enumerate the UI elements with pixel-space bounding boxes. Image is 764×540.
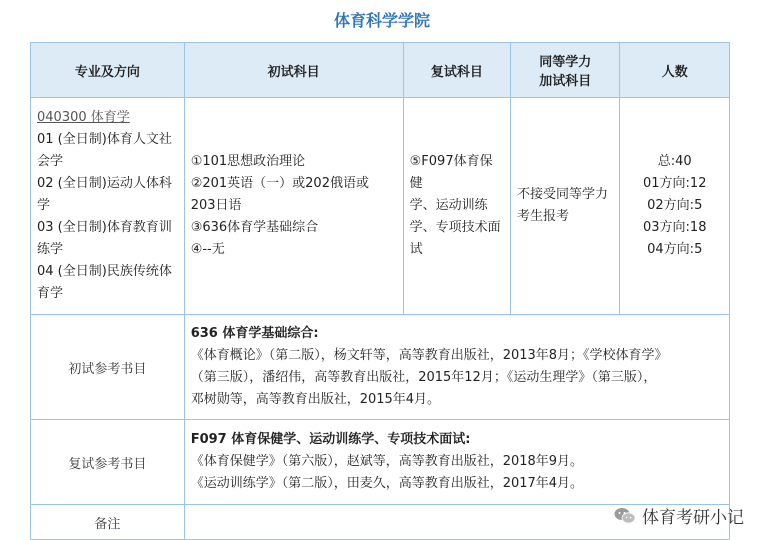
major-line: 学 [37, 198, 51, 213]
retest-books-label: 复试参考书目 [31, 420, 185, 505]
first-exam-line: ③636体育学基础综合 [190, 220, 319, 235]
first-exam-line: ②201英语（一）或202俄语或 [190, 176, 369, 191]
major-line: 02 (全日制)运动人体科 [37, 176, 172, 191]
retest-books-line: 《体育保健学》（第六版），赵斌等，高等教育出版社，2018年9月。 [190, 454, 584, 469]
retest-line: ⑤F097体育保健 [409, 154, 493, 191]
retest-cell [403, 98, 510, 315]
first-exam-line: ④--无 [190, 242, 225, 257]
init-books-line: （第三版），潘绍伟，高等教育出版社，2015年12月；《运动生理学》（第三版）， [190, 370, 657, 385]
major-line: 01 (全日制)体育人文社 [37, 132, 172, 147]
init-books-cell [184, 315, 729, 420]
major-code-link[interactable]: 040300 体育学 [37, 110, 130, 125]
count-line: 02方向:5 [647, 198, 703, 213]
retest-books-line: 《运动训练学》（第二版），田麦久，高等教育出版社，2017年4月。 [190, 476, 584, 491]
major-cell [31, 98, 185, 315]
header-retest: 复试科目 [403, 43, 510, 98]
count-line: 04方向:5 [647, 242, 703, 257]
retest-books-cell [184, 420, 729, 505]
header-equal-add [511, 43, 620, 98]
count-line: 总:40 [657, 154, 692, 169]
init-books-line: 邓树勋等，高等教育出版社，2015年4月。 [190, 392, 441, 407]
wechat-icon [614, 507, 636, 525]
retest-line: 学、专项技术面 [409, 220, 501, 235]
major-line: 03 (全日制)体育教育训 [37, 220, 172, 235]
header-equal-add-line1: 同等学力 [539, 55, 592, 70]
header-first-exam: 初试科目 [184, 43, 403, 98]
equal-add-line: 考生报考 [517, 209, 570, 224]
init-books-row [31, 315, 730, 420]
init-books-head: 636 体育学基础综合: [190, 326, 319, 341]
major-line: 会学 [37, 154, 64, 169]
equal-add-line: 不接受同等学力 [517, 187, 609, 202]
retest-line: 试 [409, 242, 423, 257]
major-line: 04 (全日制)民族传统体 [37, 264, 172, 279]
retest-books-row [31, 420, 730, 505]
header-row [31, 43, 730, 98]
admission-table [30, 42, 730, 540]
retest-line: 学、运动训练 [409, 198, 488, 213]
count-line: 03方向:18 [643, 220, 707, 235]
note-label: 备注 [31, 505, 185, 540]
init-books-label: 初试参考书目 [31, 315, 185, 420]
header-count: 人数 [620, 43, 730, 98]
init-books-line: 《体育概论》（第二版），杨文轩等，高等教育出版社，2013年8月；《学校体育学》 [190, 348, 668, 363]
count-line: 01方向:12 [643, 176, 707, 191]
watermark-text: 体育考研小记 [642, 508, 744, 528]
major-line: 练学 [37, 242, 64, 257]
first-exam-line: ①101思想政治理论 [190, 154, 306, 169]
page-title: 体育科学学院 [333, 11, 430, 30]
major-line: 育学 [37, 286, 64, 301]
equal-add-cell [511, 98, 620, 315]
watermark [614, 503, 744, 528]
major-row [31, 98, 730, 315]
header-major: 专业及方向 [31, 43, 185, 98]
first-exam-line: 203日语 [190, 198, 242, 213]
header-equal-add-line2: 加试科目 [539, 74, 592, 89]
retest-books-head: F097 体育保健学、运动训练学、专项技术面试: [190, 432, 471, 447]
first-exam-cell [184, 98, 403, 315]
count-cell [620, 98, 730, 315]
